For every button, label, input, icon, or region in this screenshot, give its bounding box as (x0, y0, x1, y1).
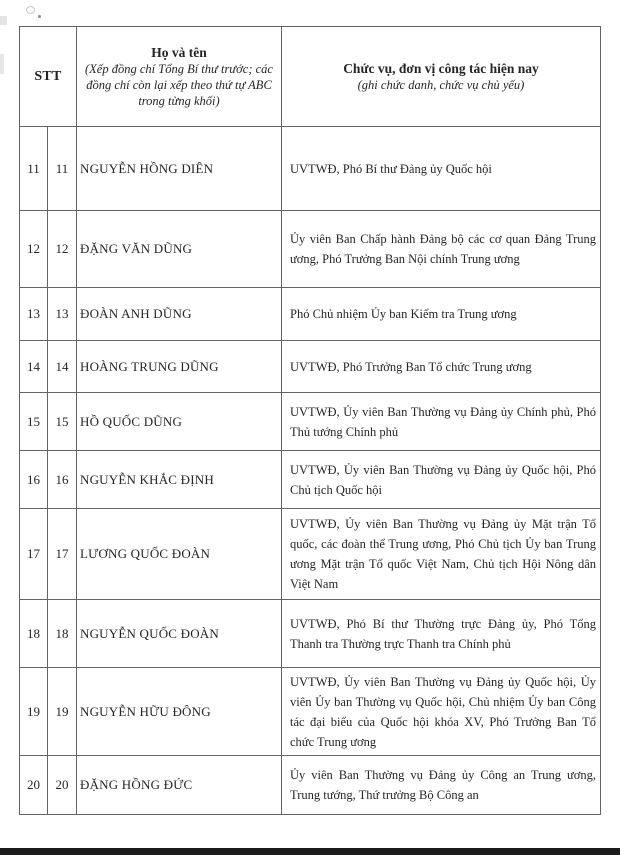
table-row (20, 288, 601, 341)
table-row (20, 127, 601, 211)
position-cell: UVTWĐ, Phó Bí thư Thường trực Đảng ủy, Phó Tổng Thanh tra Thường trực Thanh tra Chính phủ (282, 600, 601, 668)
stt-cell-2: 19 (48, 668, 77, 756)
name-cell: ĐẶNG VĂN DŨNG (77, 211, 282, 288)
name-cell: NGUYỄN KHẮC ĐỊNH (77, 451, 282, 509)
stt-cell: 17 (20, 509, 48, 600)
name-cell: NGUYỄN HỒNG DIÊN (77, 127, 282, 211)
stt-cell-2: 20 (48, 756, 77, 815)
name-cell: HỒ QUỐC DŨNG (77, 393, 282, 451)
name-cell: NGUYỄN HỮU ĐÔNG (77, 668, 282, 756)
table-header (20, 27, 601, 127)
name-cell: ĐOÀN ANH DŨNG (77, 288, 282, 341)
scan-speck (26, 6, 35, 14)
scan-speck (38, 15, 41, 18)
table-row (20, 211, 601, 288)
header-row (20, 27, 601, 127)
header-position (282, 27, 601, 127)
position-cell: Ủy viên Ban Chấp hành Đảng bộ các cơ quan Đảng Trung ương, Phó Trưởng Ban Nội chính Trung ương (282, 211, 601, 288)
stt-cell: 16 (20, 451, 48, 509)
stt-cell-2: 15 (48, 393, 77, 451)
table-row (20, 341, 601, 393)
header-name-note: (Xếp đồng chí Tổng Bí thư trước; các đồng chí còn lại xếp theo thứ tự ABC trong từng khối) (85, 62, 273, 108)
stt-cell: 11 (20, 127, 48, 211)
stt-cell-2: 14 (48, 341, 77, 393)
header-name (77, 27, 282, 127)
name-cell: ĐẶNG HỒNG ĐỨC (77, 756, 282, 815)
stt-cell: 19 (20, 668, 48, 756)
table-row (20, 509, 601, 600)
position-cell: UVTWĐ, Phó Trưởng Ban Tổ chức Trung ương (282, 341, 601, 393)
table-row (20, 668, 601, 756)
name-cell: HOÀNG TRUNG DŨNG (77, 341, 282, 393)
header-stt: STT (20, 27, 77, 127)
position-cell: UVTWĐ, Ủy viên Ban Thường vụ Đảng ủy Mặt trận Tổ quốc, các đoàn thể Trung ương, Phó Chủ tịch Ủy ban Trung ương Mặt trận Tổ quốc Việt Nam, Chủ tịch Hội Nông dân Việt Nam (282, 509, 601, 600)
table-row (20, 393, 601, 451)
stt-cell-2: 12 (48, 211, 77, 288)
stt-cell: 20 (20, 756, 48, 815)
position-cell: UVTWĐ, Ủy viên Ban Thường vụ Đảng ủy Quốc hội, Phó Chủ tịch Quốc hội (282, 451, 601, 509)
name-cell: NGUYỄN QUỐC ĐOÀN (77, 600, 282, 668)
stt-cell: 14 (20, 341, 48, 393)
name-cell: LƯƠNG QUỐC ĐOÀN (77, 509, 282, 600)
stt-cell: 15 (20, 393, 48, 451)
stt-cell-2: 17 (48, 509, 77, 600)
position-cell: Phó Chủ nhiệm Ủy ban Kiểm tra Trung ương (282, 288, 601, 341)
table-row (20, 600, 601, 668)
personnel-table (19, 26, 601, 815)
table-row (20, 451, 601, 509)
scan-edge-bar (0, 848, 620, 855)
stt-cell-2: 16 (48, 451, 77, 509)
scan-smudge (0, 54, 4, 74)
stt-cell-2: 18 (48, 600, 77, 668)
stt-cell-2: 11 (48, 127, 77, 211)
header-position-title: Chức vụ, đơn vị công tác hiện nay (343, 61, 539, 76)
scan-smudge (0, 16, 7, 25)
stt-cell: 12 (20, 211, 48, 288)
position-cell: Ủy viên Ban Thường vụ Đảng ủy Công an Trung ương, Trung tướng, Thứ trưởng Bộ Công an (282, 756, 601, 815)
header-name-title: Họ và tên (151, 45, 207, 60)
header-position-note: (ghi chức danh, chức vụ chủ yếu) (357, 78, 525, 92)
table-row (20, 756, 601, 815)
stt-cell: 13 (20, 288, 48, 341)
position-cell: UVTWĐ, Ủy viên Ban Thường vụ Đảng ủy Chính phủ, Phó Thủ tướng Chính phủ (282, 393, 601, 451)
stt-cell-2: 13 (48, 288, 77, 341)
position-cell: UVTWĐ, Phó Bí thư Đảng ủy Quốc hội (282, 127, 601, 211)
position-cell: UVTWĐ, Ủy viên Ban Thường vụ Đảng ủy Quốc hội, Ủy viên Ủy ban Thường vụ Quốc hội, Chủ nhiệm Ủy ban Công tác đại biểu của Quốc hội khóa XV, Phó Trưởng Ban Tổ chức Trung ương (282, 668, 601, 756)
stt-cell: 18 (20, 600, 48, 668)
